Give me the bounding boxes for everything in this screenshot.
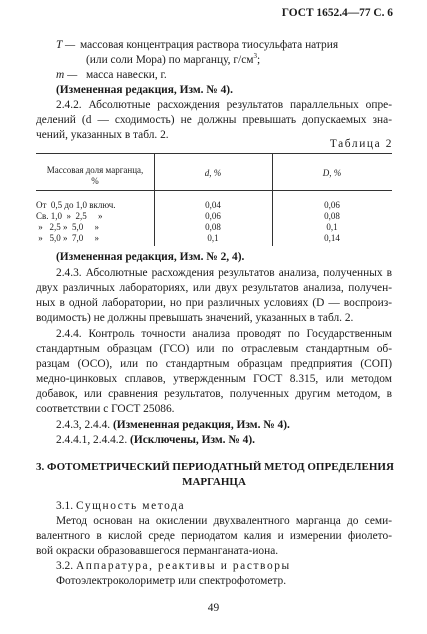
table-header-border xyxy=(36,190,392,191)
page-number: 49 xyxy=(207,602,220,614)
note-243-244-prefix: 2.4.3, 2.4.4. xyxy=(56,419,113,431)
section-242-line-3: чений, указанных в табл. 2. xyxy=(36,129,169,141)
table-row-1-d: 0,04 xyxy=(205,200,221,210)
table-row-1-range: От 0,5 до 1,0 включ. xyxy=(36,200,116,210)
note-243-244-bold: (Измененная редакция, Изм. № 4). xyxy=(112,419,290,431)
note-2441-bold: (Исключены, Изм. № 4). xyxy=(130,434,255,446)
legend-m-symbol: m — xyxy=(56,69,78,81)
table-header-mass-fraction-line-2: % xyxy=(91,176,99,186)
legend-t-symbol: T — xyxy=(56,39,76,51)
section-243-line-2: двух различных лабораториях, или двух результатов анализа, получен- xyxy=(36,282,392,294)
section-244-line-6: соответствии с ГОСТ 25086. xyxy=(36,403,175,415)
section-31-line-2: валентного в кислой среде периодатом калия и измерении фиолето- xyxy=(36,530,392,542)
table-row-4-D: 0,14 xyxy=(324,233,340,243)
edit-note-2: (Измененная редакция, Изм. № 2, 4). xyxy=(56,251,245,263)
section-244-line-4: медно-цинковых сплавов, утвержденным ГОСТ 8.315, или методом xyxy=(36,373,392,385)
table-row-3-D: 0,1 xyxy=(326,222,338,232)
section-31-line-1: Метод основан на окислении двухвалентного марганца до семи- xyxy=(56,515,392,527)
section-244-line-1: 2.4.4. Контроль точности анализа проводят по Государственным xyxy=(56,328,392,340)
section-32-heading-text: Аппаратура, реактивы и растворы xyxy=(75,560,291,572)
table-row-2-d: 0,06 xyxy=(205,211,221,221)
note-2441 xyxy=(56,433,255,448)
legend-t-sup: 3 xyxy=(253,52,257,61)
section-242-line-1: 2.4.2. Абсолютные расхождения результатов параллельных опре- xyxy=(56,99,392,111)
table-header-mass-fraction-line-1: Массовая доля марганца, xyxy=(46,165,144,175)
table-header-D: D, % xyxy=(322,168,342,178)
legend-m-text: масса навески, г. xyxy=(86,69,167,81)
legend-t-text-2-main: (или соли Мора) по марганцу, г/см xyxy=(86,54,254,66)
table-row-1-D: 0,06 xyxy=(324,200,340,210)
note-2441-prefix: 2.4.4.1, 2.4.4.2. xyxy=(56,434,131,446)
section-243-line-1: 2.4.3. Абсолютные расхождения результатов анализа, полученных в xyxy=(56,267,392,279)
table-top-border xyxy=(36,153,392,154)
table-row-4-range: » 5,0 » 7,0 » xyxy=(36,233,99,243)
table-2-caption: Таблица 2 xyxy=(329,138,393,150)
section-31-heading-num: 3.1. xyxy=(56,500,74,512)
section-32-heading-num: 3.2. xyxy=(56,560,74,572)
table-row-2-D: 0,08 xyxy=(324,211,340,221)
section-31-heading-text: Сущность метода xyxy=(75,500,186,512)
section-243-line-4: водимость) не должны превышать значений, указанных в табл. 2. xyxy=(36,312,354,324)
legend-t-end: ; xyxy=(256,54,261,66)
page-header-doc-ref: ГОСТ 1652.4—77 С. 6 xyxy=(281,7,393,19)
edit-note-1: (Измененная редакция, Изм. № 4). xyxy=(56,84,233,96)
legend-t-text-2 xyxy=(86,53,260,68)
section-244-line-5: добавок, или сравнения результатов, полученных другим методом, в xyxy=(36,388,392,400)
table-row-4-d: 0,1 xyxy=(207,233,219,243)
note-243-244 xyxy=(56,418,290,433)
section-31-line-3: вой окраски образовавшегося перманганата-иона. xyxy=(36,545,279,557)
table-row-3-d: 0,08 xyxy=(205,222,221,232)
section-31-heading xyxy=(56,499,185,514)
section-243-line-3: ных в одной лаборатории, но при различных условиях (D — воспроиз- xyxy=(36,297,392,309)
section-244-line-3: разцам (ОСО), или по стандартным образцам предприятия (СОП) xyxy=(36,358,392,370)
legend-t-text-1: массовая концентрация раствора тиосульфата натрия xyxy=(80,39,339,51)
table-header-d: d, % xyxy=(204,168,222,178)
section-3-title-line-1: 3. ФОТОМЕТРИЧЕСКИЙ ПЕРИОДАТНЫЙ МЕТОД ОПРЕДЕЛЕНИЯ xyxy=(36,461,394,473)
section-242-line-2: делений (d — сходимость) не должны превышать допускаемых зна- xyxy=(36,114,392,126)
section-32-heading xyxy=(56,559,291,574)
section-244-line-2: стандартным образцам (ГСО) или по отраслевым стандартным об- xyxy=(36,343,392,355)
section-32-line-1: Фотоэлектроколориметр или спектрофотометр. xyxy=(56,575,287,587)
table-row-3-range: » 2,5 » 5,0 » xyxy=(36,222,99,232)
section-3-title-line-2: МАРГАНЦА xyxy=(182,476,246,488)
table-row-2-range: Св. 1,0 » 2,5 » xyxy=(36,211,103,221)
